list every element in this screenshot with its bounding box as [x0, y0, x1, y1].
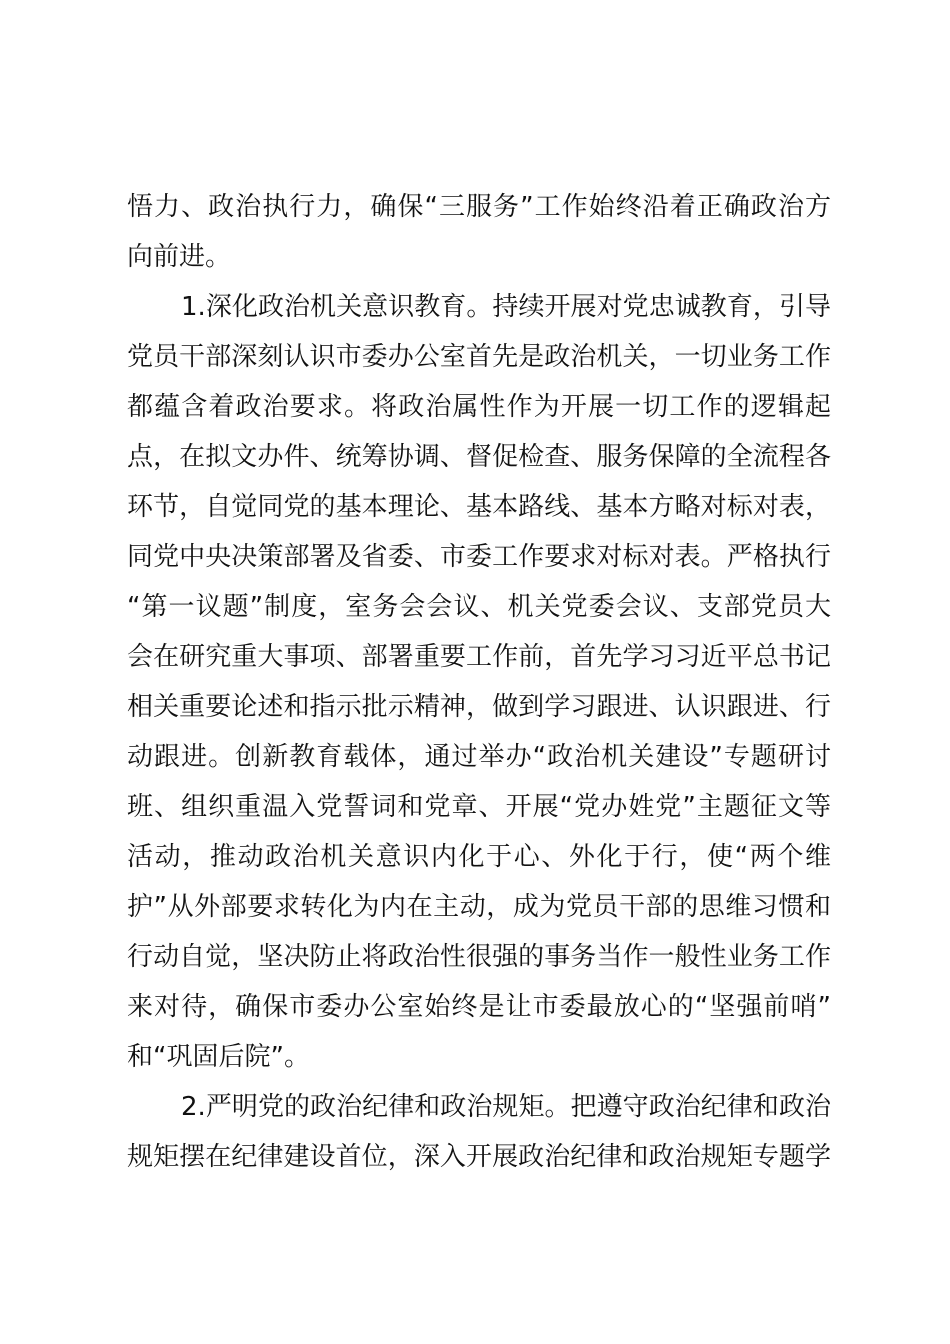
text-line: 规矩摆在纪律建设首位，深入开展政治纪律和政治规矩专题学 — [127, 1142, 831, 1172]
paragraph-heading-line: 1.深化政治机关意识教育。持续开展对党忠诚教育，引导 — [181, 292, 831, 322]
text-line: 活动，推动政治机关意识内化于心、外化于行，使“两个维 — [127, 842, 831, 872]
paragraph-heading-line: 2.严明党的政治纪律和政治规矩。把遵守政治纪律和政治 — [181, 1092, 831, 1122]
text-line: 都蕴含着政治要求。将政治属性作为开展一切工作的逻辑起 — [127, 392, 831, 422]
text-line: 和“巩固后院”。 — [127, 1042, 310, 1072]
text-line: 班、组织重温入党誓词和党章、开展“党办姓党”主题征文等 — [127, 792, 831, 822]
document-page — [127, 182, 831, 1182]
text-line: 会在研究重大事项、部署重要工作前，首先学习习近平总书记 — [127, 642, 831, 672]
text-line: 点，在拟文办件、统筹协调、督促检查、服务保障的全流程各 — [127, 442, 831, 472]
text-line: 悟力、政治执行力，确保“三服务”工作始终沿着正确政治方 — [127, 192, 831, 222]
text-line: 动跟进。创新教育载体，通过举办“政治机关建设”专题研讨 — [127, 742, 831, 772]
text-line: 护”从外部要求转化为内在主动，成为党员干部的思维习惯和 — [127, 892, 831, 922]
text-line: 党员干部深刻认识市委办公室首先是政治机关，一切业务工作 — [127, 342, 831, 372]
text-line: 向前进。 — [127, 242, 232, 272]
text-line: 相关重要论述和指示批示精神，做到学习跟进、认识跟进、行 — [127, 692, 831, 722]
text-line: 来对待，确保市委办公室始终是让市委最放心的“坚强前哨” — [127, 992, 831, 1022]
text-line: “第一议题”制度，室务会会议、机关党委会议、支部党员大 — [127, 592, 831, 622]
text-line: 行动自觉，坚决防止将政治性很强的事务当作一般性业务工作 — [127, 942, 831, 972]
text-line: 环节，自觉同党的基本理论、基本路线、基本方略对标对表， — [127, 492, 831, 522]
text-line: 同党中央决策部署及省委、市委工作要求对标对表。严格执行 — [127, 542, 831, 572]
